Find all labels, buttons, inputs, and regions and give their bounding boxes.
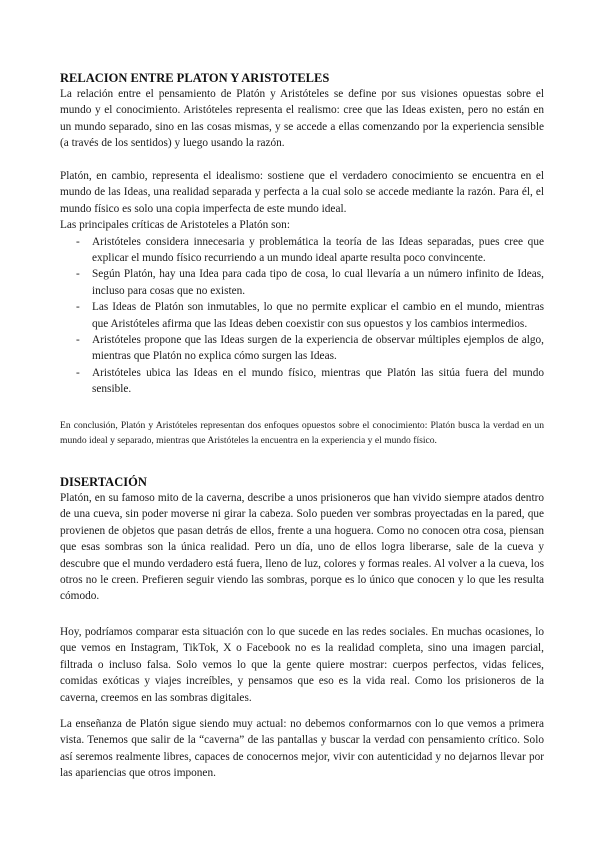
list-bullet: - bbox=[76, 268, 80, 281]
list-bullet: - bbox=[76, 334, 80, 347]
list-item-text: Las Ideas de Platón son inmutables, lo que no permite explicar el cambio en el mundo, mientras que Aristóteles afirma que las Ideas deben coexistir con sus opuestos y los cambios intermedios. bbox=[92, 301, 544, 330]
list-bullet: - bbox=[76, 366, 80, 379]
list-item bbox=[60, 332, 544, 365]
paragraph-platon-idealismo: Platón, en cambio, representa el idealismo: sostiene que el verdadero conocimiento se encuentra en el mundo de las Ideas, una realidad separada y perfecta a la cual solo se accede mediante la razón. Para él, el mundo físico es solo una copia imperfecta de este mundo ideal. bbox=[60, 170, 544, 215]
paragraph-conclusion: En conclusión, Platón y Aristóteles representan dos enfoques opuestos sobre el conocimiento: Platón busca la verdad en un mundo ideal y separado, mientras que Aristóteles la encuentra en la experiencia y el mundo físico. bbox=[60, 420, 544, 447]
list-item-text: Aristóteles propone que las Ideas surgen de la experiencia de observar múltiples ejemplos de algo, mientras que Platón no explica cómo surgen las Ideas. bbox=[92, 334, 544, 363]
paragraph-mito-caverna: Platón, en su famoso mito de la caverna, describe a unos prisioneros que han vivido siempre atados dentro de una cueva, sin poder moverse ni girar la cabeza. Solo pueden ver sombras proyectadas en la pared, que provienen de objetos que pasan detrás de ellos, frente a una hoguera. Como no conocen otra cosa, piensan que esas sombras son la única realidad. Pero un día, uno de ellos logra liberarse, sale de la cueva y descubre que el mundo verdadero está fuera, lleno de luz, colores y formas reales. Al volver a la cueva, los otros no le creen. Prefieren seguir viendo las sombras, porque es lo único que conocen y lo que les resulta cómodo. bbox=[60, 492, 544, 603]
list-bullet: - bbox=[76, 235, 80, 248]
section-disertacion bbox=[60, 474, 544, 605]
paragraph-redes-sociales: Hoy, podríamos comparar esta situación con lo que sucede en las redes sociales. En muchas ocasiones, lo que vemos en Instagram, TikTok, X o Facebook no es la realidad completa, sino una imagen parcial, filtrada o incluso falsa. Solo vemos lo que la gente quiere mostrar: cuerpos perfectos, vidas felices, comidas exóticas y viajes increíbles, y pensamos que eso es la vida real. Como los prisioneros de la caverna, creemos en las sombras digitales. bbox=[60, 626, 544, 704]
list-item bbox=[60, 234, 544, 267]
section-platon-idealismo bbox=[60, 168, 544, 398]
section-ensenanza bbox=[60, 716, 544, 782]
list-item bbox=[60, 266, 544, 299]
list-intro: Las principales críticas de Aristoteles a Platón son: bbox=[60, 219, 290, 232]
list-item bbox=[60, 365, 544, 398]
section-redes-sociales bbox=[60, 624, 544, 706]
list-item-text: Aristóteles ubica las Ideas en el mundo físico, mientras que Platón las sitúa fuera del mundo sensible. bbox=[92, 366, 544, 396]
paragraph-aristoteles-realismo: La relación entre el pensamiento de Platón y Aristóteles se define por sus visiones opuestas sobre el mundo y el conocimiento. Aristóteles representa el realismo: cree que las Ideas existen, pero no están en un mundo separado, sino en las cosas mismas, y se accede a ellas comenzando por la experiencia sensible (a través de los sentidos) y luego usando la razón. bbox=[60, 88, 544, 150]
list-item bbox=[60, 299, 544, 332]
heading-relacion: RELACION ENTRE PLATON Y ARISTOTELES bbox=[60, 71, 330, 85]
list-bullet: - bbox=[76, 301, 80, 314]
section-relacion bbox=[60, 70, 544, 152]
paragraph-ensenanza: La enseñanza de Platón sigue siendo muy actual: no debemos conformarnos con lo que vemos a primera vista. Tenemos que salir de la “caverna” de las pantallas y buscar la verdad con pensamiento crítico. Solo así seremos realmente libres, capaces de conocernos mejor, vivir con autenticidad y no dejarnos llevar por las apariencias que otros imponen. bbox=[60, 718, 544, 780]
list-item-text: Aristóteles considera innecesaria y problemática la teoría de las Ideas separadas, pues cree que explicar el mundo físico recurriendo a un mundo ideal aparte resulta poco convincente. bbox=[92, 235, 544, 265]
list-item-text: Según Platón, hay una Idea para cada tipo de cosa, lo cual llevaría a un número infinito de Ideas, incluso para cosas que no existen. bbox=[92, 268, 544, 297]
critiques-list bbox=[60, 234, 544, 398]
heading-disertacion: DISERTACIÓN bbox=[60, 475, 147, 489]
section-conclusion bbox=[60, 418, 544, 449]
